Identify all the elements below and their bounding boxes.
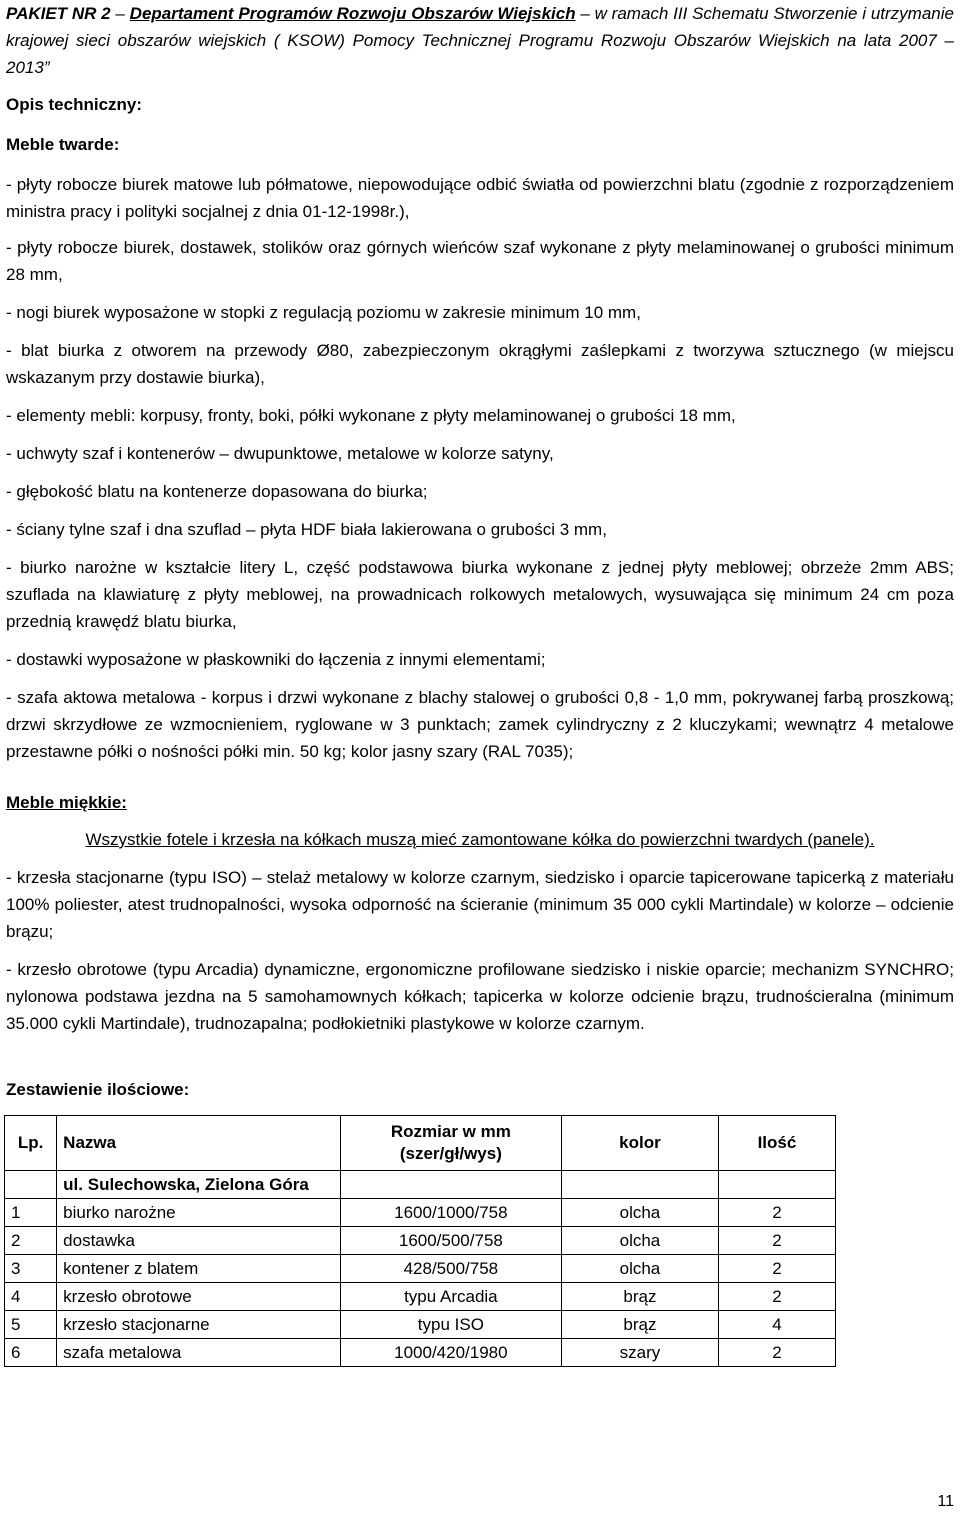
cell-qty: 2 xyxy=(718,1227,835,1255)
meble-twarde-label: Meble twarde: xyxy=(6,135,120,154)
cell-size: 428/500/758 xyxy=(340,1255,561,1283)
cell-name: biurko narożne xyxy=(57,1199,341,1227)
package-label: PAKIET NR 2 xyxy=(6,4,111,23)
table-row xyxy=(5,1283,836,1311)
header-dash: – xyxy=(580,4,590,23)
zestawienie-label: Zestawienie ilościowe: xyxy=(6,1080,190,1099)
list-item: - blat biurka z otworem na przewody Ø80, zabezpieczonym okrągłymi zaślepkami z tworzywa sztucznego (w miejscu wskazanym przy dostawie biurka), xyxy=(6,341,954,387)
list-item: - nogi biurek wyposażone w stopki z regulacją poziomu w zakresie minimum 10 mm, xyxy=(6,303,641,322)
cell-lp: 5 xyxy=(5,1311,57,1339)
cell-name: krzesło stacjonarne xyxy=(57,1311,341,1339)
list-item: - elementy mebli: korpusy, fronty, boki, półki wykonane z płyty melaminowanej o grubości 18 mm, xyxy=(6,406,736,425)
document-header xyxy=(6,0,954,81)
header-program: w ramach III Schematu Stworzenie i utrzymanie krajowej sieci obszarów wiejskich ( KSOW) Pomocy Technicznej Programu Rozwoju Obszarów Wiejskich na lata 2007 – 2013” xyxy=(6,4,954,77)
department-name: Departament Programów Rozwoju Obszarów Wiejskich xyxy=(129,4,576,23)
list-item: - szafa aktowa metalowa - korpus i drzwi wykonane z blachy stalowej o grubości 0,8 - 1,0 mm, pokrywanej farbą proszkową; drzwi skrzydłowe ze wzmocnieniem, ryglowane w 3 punktach; zamek cylindryczny z 2 kluczykami; wewnątrz 4 metalowe przestawne półki o nośności półki min. 50 kg; kolor jasny szary (RAL 7035); xyxy=(6,688,954,761)
cell-qty: 2 xyxy=(718,1339,835,1367)
cell-size: typu ISO xyxy=(340,1311,561,1339)
header-size-line2: (szer/gł/wys) xyxy=(399,1144,502,1163)
cell-lp: 6 xyxy=(5,1339,57,1367)
cell-size: 1600/500/758 xyxy=(340,1227,561,1255)
list-item: - płyty robocze biurek, dostawek, stolików oraz górnych wieńców szaf wykonane z płyty melaminowanej o grubości minimum 28 mm, xyxy=(6,238,954,284)
list-item: - głębokość blatu na kontenerze dopasowana do biurka; xyxy=(6,482,428,501)
list-item: - krzesło obrotowe (typu Arcadia) dynamiczne, ergonomiczne profilowane siedzisko i niskie oparcie; mechanizm SYNCHRO; nylonowa podstawa jezdna na 5 samohamownych kółkach; tapicerka w kolorze odcienie brązu, trudnościeralna (minimum 35.000 cykli Martindale), trudnozapalna; podłokietniki plastykowe w kolorze czarnym. xyxy=(6,960,954,1033)
meble-miekkie-list xyxy=(6,864,954,1037)
location-cell: ul. Sulechowska, Zielona Góra xyxy=(57,1171,341,1199)
list-item: - ściany tylne szaf i dna szuflad – płyta HDF biała lakierowana o grubości 3 mm, xyxy=(6,520,607,539)
cell-size: typu Arcadia xyxy=(340,1283,561,1311)
cell-color: szary xyxy=(562,1339,719,1367)
cell-color: brąz xyxy=(562,1311,719,1339)
cell-size: 1600/1000/758 xyxy=(340,1199,561,1227)
location-lp-cell xyxy=(5,1171,57,1199)
cell-color: olcha xyxy=(562,1227,719,1255)
table-row xyxy=(5,1339,836,1367)
cell-qty: 2 xyxy=(718,1255,835,1283)
list-item: - dostawki wyposażone w płaskowniki do łączenia z innymi elementami; xyxy=(6,650,546,669)
cell-name: dostawka xyxy=(57,1227,341,1255)
cell-lp: 4 xyxy=(5,1283,57,1311)
cell-color: brąz xyxy=(562,1283,719,1311)
header-qty: Ilość xyxy=(718,1116,835,1171)
header-color: kolor xyxy=(562,1116,719,1171)
page-number: 11 xyxy=(937,1493,954,1510)
location-color-cell xyxy=(562,1171,719,1199)
cell-lp: 1 xyxy=(5,1199,57,1227)
meble-miekkie-note: Wszystkie fotele i krzesła na kółkach muszą mieć zamontowane kółka do powierzchni twardych (panele). xyxy=(85,830,875,849)
opis-techniczny-label: Opis techniczny: xyxy=(6,95,143,114)
cell-qty: 4 xyxy=(718,1311,835,1339)
list-item: - krzesła stacjonarne (typu ISO) – stelaż metalowy w kolorze czarnym, siedzisko i oparcie tapicerowane tapicerką z materiału 100% poliester, atest trudnopalności, wysoka odporność na ścieranie (minimum 35 000 cykli Martindale) w kolorze – odcienie brązu; xyxy=(6,868,954,941)
cell-name: krzesło obrotowe xyxy=(57,1283,341,1311)
cell-size: 1000/420/1980 xyxy=(340,1339,561,1367)
table-row xyxy=(5,1311,836,1339)
header-dash: – xyxy=(115,4,125,23)
header-size-line1: Rozmiar w mm xyxy=(390,1122,511,1141)
header-lp: Lp. xyxy=(5,1116,57,1171)
header-size xyxy=(340,1116,561,1171)
cell-qty: 2 xyxy=(718,1283,835,1311)
header-name: Nazwa xyxy=(57,1116,341,1171)
table-header-row xyxy=(5,1116,836,1171)
table-location-row xyxy=(5,1171,836,1199)
cell-name: szafa metalowa xyxy=(57,1339,341,1367)
list-item: - biurko narożne w kształcie litery L, część podstawowa biurka wykonane z jednej płyty meblowej; obrzeże 2mm ABS; szuflada na klawiaturę z płyty meblowej, na prowadnicach rolkowych metalowych, wysuwająca się minimum 24 cm poza przednią krawędź blatu biurka, xyxy=(6,558,954,631)
cell-lp: 2 xyxy=(5,1227,57,1255)
cell-name: kontener z blatem xyxy=(57,1255,341,1283)
meble-twarde-list xyxy=(6,171,954,765)
cell-qty: 2 xyxy=(718,1199,835,1227)
table-row xyxy=(5,1227,836,1255)
list-item: - płyty robocze biurek matowe lub półmatowe, niepowodujące odbić światła od powierzchni blatu (zgodnie z rozporządzeniem ministra pracy i polityki socjalnej z dnia 01-12-1998r.), xyxy=(6,175,954,221)
location-size-cell xyxy=(340,1171,561,1199)
cell-color: olcha xyxy=(562,1199,719,1227)
list-item: - uchwyty szaf i kontenerów – dwupunktowe, metalowe w kolorze satyny, xyxy=(6,444,554,463)
location-qty-cell xyxy=(718,1171,835,1199)
table-row xyxy=(5,1255,836,1283)
cell-lp: 3 xyxy=(5,1255,57,1283)
table-row xyxy=(5,1199,836,1227)
meble-miekkie-label: Meble miękkie: xyxy=(6,793,127,812)
cell-color: olcha xyxy=(562,1255,719,1283)
quantity-table xyxy=(4,1115,836,1367)
